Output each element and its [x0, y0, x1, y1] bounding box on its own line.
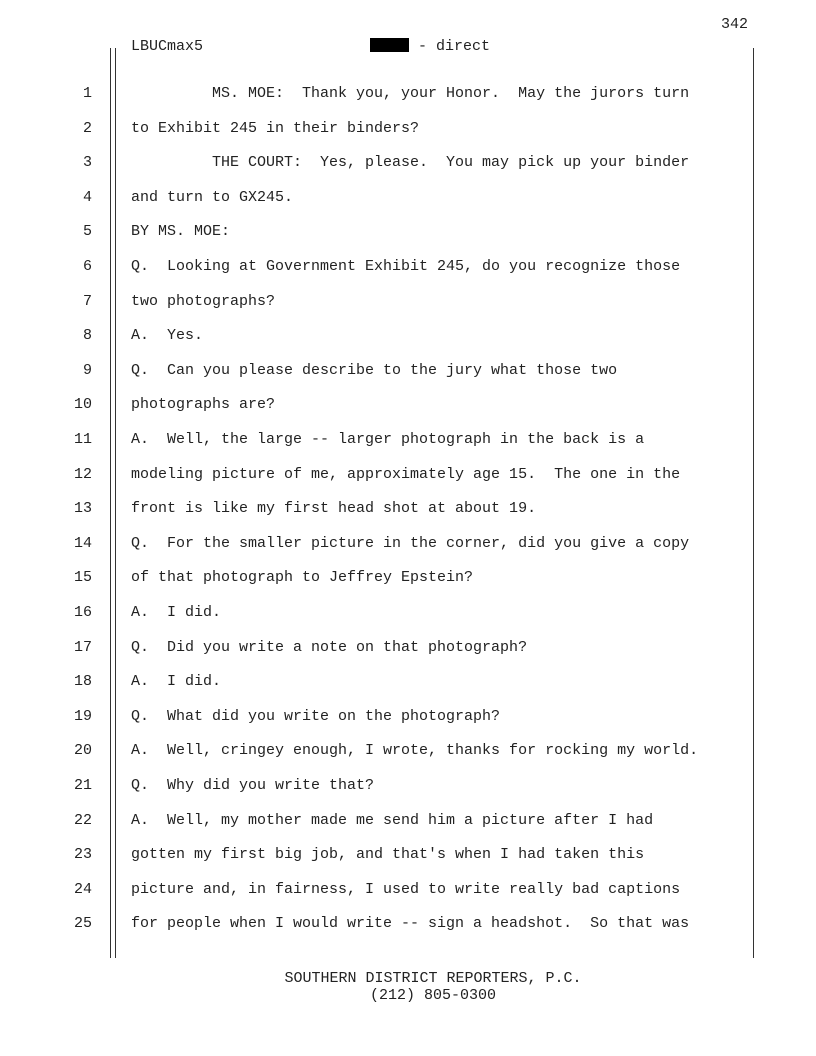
line-number: 3 [82, 154, 92, 172]
line-text: picture and, in fairness, I used to write really bad captions [131, 880, 681, 898]
transcript-line [0, 154, 816, 174]
line-number: 22 [73, 811, 92, 829]
line-text: of that photograph to Jeffrey Epstein? [131, 569, 474, 587]
line-number: 23 [73, 846, 92, 864]
transcript-line [0, 258, 816, 278]
line-number: 5 [82, 223, 92, 241]
line-number: 14 [73, 534, 92, 552]
transcript-line [0, 639, 816, 659]
line-text: A. Yes. [131, 327, 204, 345]
line-number: 19 [73, 707, 92, 725]
section-label: - direct [409, 38, 491, 55]
line-text: modeling picture of me, approximately age 15. The one in the [131, 465, 681, 483]
transcript-line [0, 466, 816, 486]
transcript-line [0, 881, 816, 901]
transcript-line [0, 604, 816, 624]
transcript-line [0, 569, 816, 589]
transcript-line [0, 85, 816, 105]
reporter-phone: (212) 805-0300 [369, 987, 497, 1004]
redaction-block [370, 38, 409, 52]
line-text: two photographs? [131, 292, 276, 310]
transcript-line [0, 362, 816, 382]
line-text: A. Well, cringey enough, I wrote, thanks for rocking my world. [131, 742, 699, 760]
line-text: photographs are? [131, 396, 276, 414]
line-number: 8 [82, 327, 92, 345]
transcript-line [0, 915, 816, 935]
line-text: Q. Can you please describe to the jury what those two [131, 361, 618, 379]
line-text: A. I did. [131, 604, 222, 621]
line-text: front is like my first head shot at about 19. [131, 500, 537, 518]
line-text: A. Well, my mother made me send him a picture after I had [131, 811, 654, 829]
line-text: THE COURT: Yes, please. You may pick up your binder [131, 154, 690, 172]
line-number: 6 [82, 258, 92, 275]
line-text: Q. What did you write on the photograph? [131, 707, 501, 725]
transcript-line [0, 500, 816, 520]
transcript-line [0, 708, 816, 728]
line-text: and turn to GX245. [131, 188, 294, 206]
line-text: BY MS. MOE: [131, 223, 231, 241]
transcript-line [0, 846, 816, 866]
page-number: 342 [720, 16, 748, 33]
transcript-line [0, 777, 816, 797]
line-text: Q. Why did you write that? [131, 777, 375, 794]
transcript-line [0, 396, 816, 416]
transcript-line [0, 327, 816, 347]
line-number: 21 [73, 777, 92, 794]
line-number: 9 [82, 361, 92, 379]
line-number: 18 [73, 673, 92, 691]
transcript-line [0, 535, 816, 555]
line-number: 12 [73, 465, 92, 483]
line-text: Q. Looking at Government Exhibit 245, do you recognize those [131, 258, 681, 275]
transcript-line [0, 431, 816, 451]
header-section [370, 38, 490, 55]
transcript-line [0, 293, 816, 313]
line-number: 13 [73, 500, 92, 518]
case-code: LBUCmax5 [131, 38, 204, 55]
line-text: Q. For the smaller picture in the corner, did you give a copy [131, 534, 690, 552]
transcript-line [0, 223, 816, 243]
line-number: 24 [73, 880, 92, 898]
line-number: 17 [73, 638, 92, 656]
line-number: 10 [73, 396, 92, 414]
line-text: for people when I would write -- sign a headshot. So that was [131, 915, 690, 933]
line-number: 25 [73, 915, 92, 933]
footer [0, 970, 816, 1004]
transcript-line [0, 189, 816, 209]
line-text: MS. MOE: Thank you, your Honor. May the jurors turn [131, 85, 690, 102]
transcript-line [0, 742, 816, 762]
line-number: 16 [73, 604, 92, 621]
line-number: 2 [82, 119, 92, 137]
line-number: 15 [73, 569, 92, 587]
transcript-line [0, 673, 816, 693]
line-text: Q. Did you write a note on that photograph? [131, 638, 528, 656]
line-text: A. I did. [131, 673, 222, 691]
line-text: A. Well, the large -- larger photograph in the back is a [131, 431, 645, 448]
reporter-name: SOUTHERN DISTRICT REPORTERS, P.C. [284, 970, 582, 987]
line-number: 7 [82, 292, 92, 310]
line-text: to Exhibit 245 in their binders? [131, 119, 420, 137]
line-number: 20 [73, 742, 92, 760]
transcript-line [0, 812, 816, 832]
line-number: 11 [73, 431, 92, 448]
line-number: 4 [82, 188, 92, 206]
transcript-line [0, 120, 816, 140]
line-number: 1 [82, 85, 92, 102]
line-text: gotten my first big job, and that's when I had taken this [131, 846, 645, 864]
